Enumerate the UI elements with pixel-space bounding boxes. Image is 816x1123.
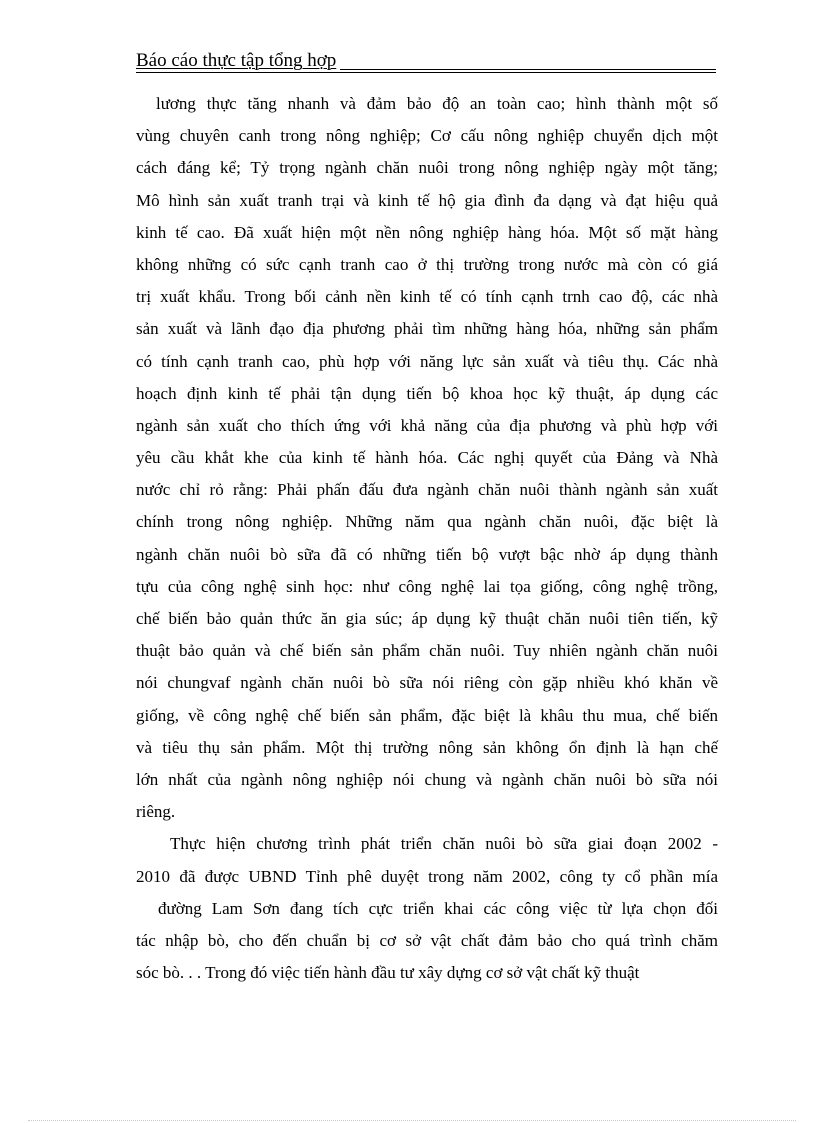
text-line: ngành chăn nuôi bò sữa đã có những tiến bộ vượt bậc nhờ áp dụng thành (136, 544, 718, 564)
text-line: và tiêu thụ sản phẩm. Một thị trường nông sản không ổn định là hạn chế (136, 737, 718, 757)
text-line: 2010 đã được UBND Tỉnh phê duyệt trong năm 2002, công ty cổ phần mía (136, 866, 718, 886)
text-line: sản xuất và lãnh đạo địa phương phải tìm những hàng hóa, những sản phẩm (136, 319, 718, 339)
text-line: tựu của công nghệ sinh học: như công nghệ lai tọa giống, công nghệ trồng, (136, 576, 718, 596)
text-line: hoạch định kinh tế phải tận dụng tiến bộ khoa học kỹ thuật, áp dụng các (136, 383, 718, 403)
page-bottom-rule (28, 1120, 796, 1121)
text-line: lớn nhất của ngành nông nghiệp nói chung và ngành chăn nuôi bò sữa nói (136, 769, 718, 789)
text-line: riêng. (136, 802, 176, 822)
text-line: cách đáng kể; Tỷ trọng ngành chăn nuôi trong nông nghiệp ngày một tăng; (136, 158, 718, 178)
page-header (136, 50, 716, 74)
text-line: tác nhập bò, cho đến chuẩn bị cơ sở vật chất đảm bảo cho quá trình chăm (136, 930, 718, 950)
header-title: Báo cáo thực tập tổng hợp (136, 50, 340, 72)
text-line: nói chungvaf ngành chăn nuôi bò sữa nói riêng còn gặp nhiều khó khăn về (136, 673, 718, 693)
document-body (136, 88, 718, 989)
text-line: giống, về công nghệ chế biến sản phẩm, đặc biệt là khâu thu mua, chế biến (136, 705, 718, 725)
text-line: chính trong nông nghiệp. Những năm qua ngành chăn nuôi, đặc biệt là (136, 512, 718, 532)
text-line: vùng chuyên canh trong nông nghiệp; Cơ cấu nông nghiệp chuyển dịch một (136, 126, 718, 146)
text-line: ngành sản xuất cho thích ứng với khả năng của địa phương và phù hợp với (136, 415, 718, 435)
text-line: sóc bò. . . Trong đó việc tiến hành đầu tư xây dựng cơ sở vật chất kỹ thuật (136, 963, 640, 983)
text-line: Mô hình sản xuất tranh trại và kinh tế hộ gia đình đa dạng và đạt hiệu quả (136, 190, 718, 210)
text-line: có tính cạnh tranh cao, phù hợp với năng lực sản xuất và tiêu thụ. Các nhà (136, 351, 718, 371)
paragraph-1 (136, 88, 718, 828)
text-line: kinh tế cao. Đã xuất hiện một nền nông nghiệp hàng hóa. Một số mặt hàng (136, 222, 718, 242)
text-line: không những có sức cạnh tranh cao ở thị trường trong nước mà còn có giá (136, 254, 718, 274)
text-line: thuật bảo quản và chế biến sản phẩm chăn nuôi. Tuy nhiên ngành chăn nuôi (136, 641, 718, 661)
text-line: đường Lam Sơn đang tích cực triển khai các công việc từ lựa chọn đối (158, 898, 718, 918)
paragraph-2 (136, 828, 718, 989)
text-line: trị xuất khẩu. Trong bối cảnh nền kinh tế có tính cạnh trnh cao độ, các nhà (136, 287, 718, 307)
text-line: Thực hiện chương trình phát triển chăn nuôi bò sữa giai đoạn 2002 - (170, 834, 718, 854)
text-line: chế biến bảo quản thức ăn gia súc; áp dụng kỹ thuật chăn nuôi tiên tiến, kỹ (136, 609, 718, 628)
text-line: yêu cầu khắt khe của kinh tế hành hóa. Các nghị quyết của Đảng và Nhà (136, 448, 718, 468)
text-line: nước chỉ rỏ rằng: Phải phấn đấu đưa ngành chăn nuôi thành ngành sản xuất (136, 480, 718, 500)
text-line: lương thực tăng nhanh và đảm bảo độ an toàn cao; hình thành một số (156, 94, 718, 113)
